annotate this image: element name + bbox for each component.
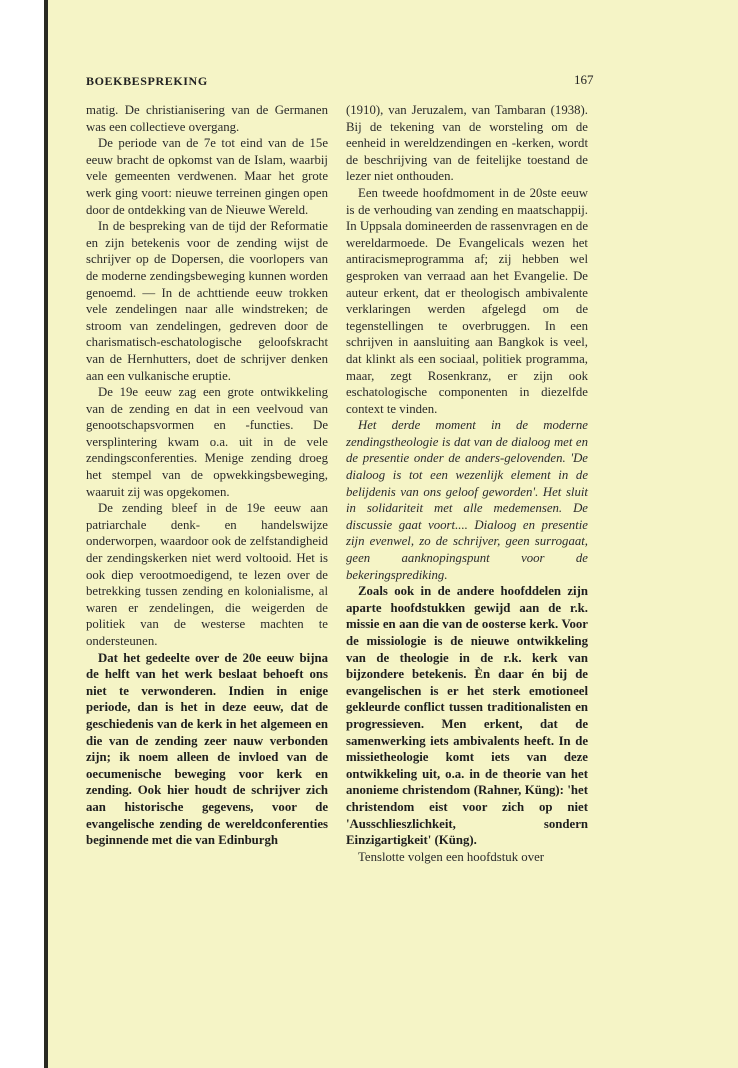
- paragraph: De periode van de 7e tot eind van de 15e eeuw bracht de opkomst van de Islam, waarbij vele gemeenten verdwenen. Maar het grote werk ging voort: nieuwe terreinen gingen open door de ontdekking van de Nieuwe Wereld.: [86, 136, 328, 217]
- left-text-column: [86, 102, 328, 849]
- paragraph: De 19e eeuw zag een grote ontwikkeling van de zending en dat in een veelvoud van genootschapsvormen en -functies. De versplintering kwam o.a. uit in de vele zendingsconferenties. Menige zending droeg het stempel van de opwekkingsbeweging, waaruit zij was opgekomen.: [86, 385, 328, 499]
- right-text-column: [346, 102, 588, 865]
- paragraph: Een tweede hoofdmoment in de 20ste eeuw is de verhouding van zending en maatschappij. In Uppsala domineerden de rassenvragen en de wereldarmoede. De Evangelicals wezen het antiracismeprogramma af; zij hebben wel gesproken van verraad aan het Evangelie. De auteur erkent, dat er theologisch ambivalente verklaringen werden afgelegd om de tegenstellingen te overbruggen. In een schrijven in aansluiting aan Bangkok is veel, dat klinkt als een sociaal, politiek programma, maar, zegt Rosenkranz, er zijn ook eschatologische componenten in diezelfde context te vinden.: [346, 185, 588, 416]
- page-binding-edge: [44, 0, 48, 1068]
- paragraph: matig. De christianisering van de Germanen was een collectieve overgang.: [86, 103, 328, 134]
- running-header-section: BOEKBESPREKING: [86, 74, 208, 88]
- paragraph: In de bespreking van de tijd der Reformatie en zijn betekenis voor de zending wijst de schrijver op de Dopersen, die voorlopers van de moderne zendingsbeweging kunnen worden genoemd. — In de achttiende eeuw trokken vele zendelingen naar alle windstreken; de stroom van zendelingen, gedreven door de charismatisch-eschatologische geloofskracht van de Hernhutters, doet de schrijver denken aan een vulkanische eruptie.: [86, 219, 328, 383]
- paragraph: (1910), van Jeruzalem, van Tambaran (1938). Bij de tekening van de worsteling om de eenheid in wereldzendingen en -kerken, wordt de beschrijving van de feitelijke toestand de lezer niet onthouden.: [346, 103, 588, 184]
- paragraph: Tenslotte volgen een hoofdstuk over: [358, 849, 545, 864]
- paragraph: De zending bleef in de 19e eeuw aan patriarchale denk- en handelswijze onderworpen, waardoor ook de zelfstandigheid der zendingskerken niet werd voltooid. Het is ook diep verootmoedigend, te lezen over de betrekking tussen zending en kolonialisme, al waren er zendelingen, die weigerden de politiek van de westerse machten te ondersteunen.: [86, 501, 328, 648]
- paragraph: Zoals ook in de andere hoofddelen zijn aparte hoofdstukken gewijd aan de r.k. missie en aan die van de oosterse kerk. Voor de missiologie is de nieuwe ontwikkeling van de theologie in de r.k. kerk van bijzondere betekenis. Èn daar én bij de evangelischen is er het sterk emotioneel gekleurde conflict tussen traditionalisten en progressieven. Men erkent, dat de samenwerking iets ambivalents heeft. In de missietheologie komt iets van deze ontwikkeling uit, o.a. in de theorie van het anonieme christendom (Rahner, Küng): 'het christendom eist voor zich op niet 'Ausschlieszlichkeit, sondern Einzigartigkeit' (Küng).: [346, 584, 588, 848]
- paragraph: Dat het gedeelte over de 20e eeuw bijna de helft van het werk beslaat behoeft ons niet te verwonderen. Indien in enige periode, dan is het in deze eeuw, dat de geschiedenis van de kerk in het algemeen en die van de zending zeer nauw verbonden zijn; ik noem alleen de invloed van de oecumenische beweging voor kerk en zending. Ook hier houdt de schrijver zich aan historische gegevens, voor de evangelische zending de wereldconferenties beginnende met die van Edinburgh: [86, 650, 328, 848]
- paragraph: Het derde moment in de moderne zendingstheologie is dat van de dialoog met en de presentie onder de anders-gelovenden. 'De dialoog is tot een wezenlijk element in de belijdenis van ons geloof geworden'. Het sluit in solidariteit met alle medemensen. De discussie gaat voort.... Dialoog en presentie zijn evenwel, zo de schrijver, geen surrogaat, geen aanknopingspunt voor de bekeringsprediking.: [346, 418, 588, 582]
- page-number: 167: [574, 72, 594, 87]
